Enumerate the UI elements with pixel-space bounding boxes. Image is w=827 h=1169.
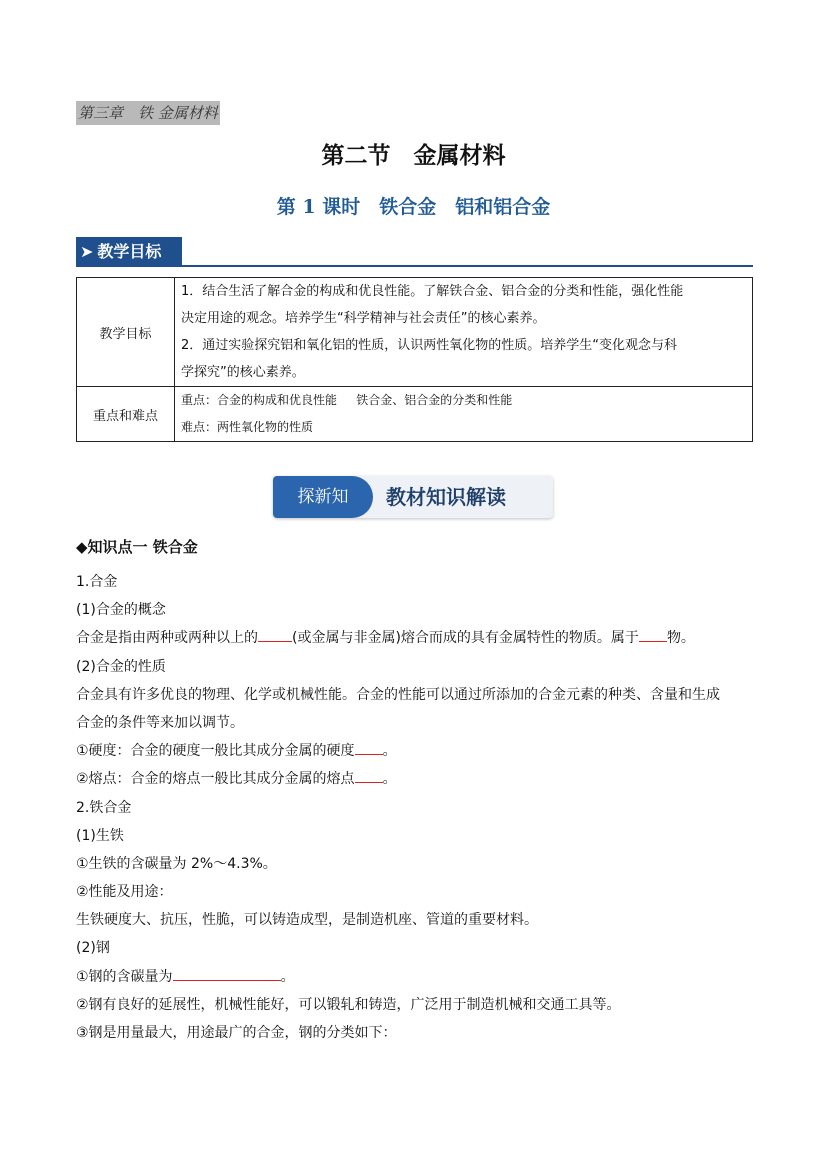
lesson-subtitle: 第 1 课时 铁合金 铝和铝合金 bbox=[276, 196, 551, 218]
content-text: (或金属与非金属)熔合而成的具有金属特性的物质。属于 bbox=[292, 630, 639, 647]
fill-blank bbox=[355, 740, 383, 755]
content-line: ③钢是用量最大，用途最广的合金，钢的分类如下： bbox=[76, 1025, 397, 1041]
keypoints-row bbox=[77, 387, 753, 442]
content-line: (2)合金的性质 bbox=[76, 658, 166, 675]
content-text: 物。 bbox=[666, 630, 695, 647]
content-text: ②熔点：合金的熔点一般比其成分金属的熔点 bbox=[76, 771, 355, 788]
section-banner bbox=[273, 476, 553, 518]
goals-row bbox=[77, 278, 753, 387]
goal-line: 决定用途的观念。培养学生“科学精神与社会责任”的核心素养。 bbox=[181, 311, 546, 326]
arrow-icon: ➤ bbox=[80, 242, 94, 261]
content-text: ①硬度：合金的硬度一般比其成分金属的硬度 bbox=[76, 743, 355, 760]
goals-table bbox=[76, 277, 753, 442]
content-line bbox=[76, 963, 756, 991]
content-line: 2.铁合金 bbox=[76, 799, 132, 816]
content-line bbox=[76, 624, 756, 652]
content-line: (2)钢 bbox=[76, 940, 110, 957]
content-line: (1)生铁 bbox=[76, 827, 124, 844]
content-line: 合金的条件等来加以调节。 bbox=[76, 714, 244, 731]
goals-divider bbox=[76, 265, 753, 267]
content-text: 。 bbox=[280, 968, 295, 985]
keypoint-line: 重点：合金的构成和优良性能 铁合金、铝合金的分类和性能 bbox=[181, 393, 513, 407]
keypoint-line: 难点：两性氧化物的性质 bbox=[181, 420, 314, 434]
goals-badge-label: 教学目标 bbox=[97, 242, 162, 261]
fill-blank bbox=[355, 768, 383, 783]
knowledge-point-heading: ◆知识点一 铁合金 bbox=[76, 538, 198, 556]
goal-line: 1．结合生活了解合金的构成和优良性能。了解铁合金、铝合金的分类和性能，强化性能 bbox=[181, 284, 684, 299]
content-text: 。 bbox=[382, 771, 397, 788]
content-line bbox=[76, 765, 756, 793]
content-body bbox=[76, 568, 756, 1047]
content-line: (1)合金的概念 bbox=[76, 602, 166, 619]
content-text: ①钢的含碳量为 bbox=[76, 968, 173, 985]
goals-row-head: 教学目标 bbox=[77, 278, 175, 387]
content-line: 生铁硬度大、抗压，性脆，可以铸造成型，是制造机座、管道的重要材料。 bbox=[76, 912, 538, 929]
section-title: 第二节 金属材料 bbox=[321, 143, 506, 169]
content-line bbox=[76, 737, 756, 765]
fill-blank bbox=[639, 627, 667, 642]
goal-line: 2．通过实验探究铝和氧化铝的性质，认识两性氧化物的性质。培养学生“变化观念与科 bbox=[181, 338, 678, 353]
content-line: ②性能及用途： bbox=[76, 884, 173, 901]
content-line: 1.合金 bbox=[76, 574, 118, 590]
content-text: 。 bbox=[382, 743, 397, 760]
banner-tag: 探新知 bbox=[273, 476, 373, 518]
goals-row-body bbox=[175, 278, 753, 387]
goal-line: 学探究”的核心素养。 bbox=[181, 365, 305, 380]
content-line: ①生铁的含碳量为 2%～4.3%。 bbox=[76, 855, 277, 872]
chapter-label: 第三章 铁 金属材料 bbox=[76, 101, 220, 125]
banner-title: 教材知识解读 bbox=[386, 485, 506, 509]
content-line: 合金具有许多优良的物理、化学或机械性能。合金的性能可以通过所添加的合金元素的种类、含量和生成 bbox=[76, 686, 720, 703]
fill-blank bbox=[258, 627, 292, 642]
keypoints-row-head: 重点和难点 bbox=[77, 387, 175, 442]
content-text: 合金是指由两种或两种以上的 bbox=[76, 630, 258, 647]
keypoints-row-body bbox=[175, 387, 753, 442]
fill-blank bbox=[173, 966, 281, 981]
goals-badge bbox=[76, 237, 182, 266]
content-line: ②钢有良好的延展性，机械性能好，可以锻轧和铸造，广泛用于制造机械和交通工具等。 bbox=[76, 996, 621, 1013]
